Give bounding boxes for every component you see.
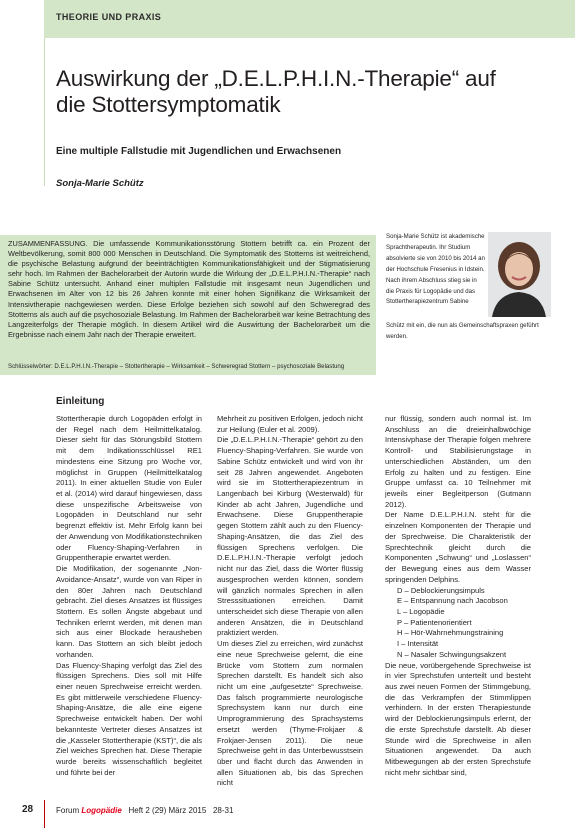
list-item: I – Intensität bbox=[397, 639, 439, 649]
author-portrait-icon bbox=[488, 232, 551, 317]
journal-name: Logopädie bbox=[81, 806, 122, 815]
list-item: E – Entspannung nach Jacobson bbox=[397, 596, 508, 606]
paragraph: Stottertherapie durch Logopäden erfolgt in der Regel nach dem Heilmittelkatalog. Dieser sieht für das Störungsbild Stottern mit dem Indikationsschlüssel RE1 mindestens eine Sitzung pro Woche vor, möglichst in Gruppen (Heilmittelkatalog 2011). In einer aktuellen Studie von Euler et al. (2014) wird darauf hingewiesen, dass diese unspezifische Arbeitsweise von Logopäden in Deutschland nur sehr begrenzt effektiv ist. Mehr Erfolg kann bei der Anwendung von Modifikationstechniken oder Fluency-Shaping-Verfahren in Gruppentherapie erwartet werden. bbox=[56, 414, 202, 563]
paragraph: Mehrheit zu positiven Erfolgen, jedoch nicht zur Heilung (Euler et al. 2009). bbox=[217, 414, 363, 434]
section-label: THEORIE UND PRAXIS bbox=[56, 12, 162, 22]
article-title: Auswirkung der „D.E.L.P.H.I.N.-Therapie“ auf die Stottersymptomatik bbox=[56, 66, 496, 117]
page-number: 28 bbox=[22, 804, 34, 815]
journal-issue: Heft 2 (29) März 2015 bbox=[128, 806, 207, 815]
paragraph: Um dieses Ziel zu erreichen, wird zunächst eine neue Sprechweise gelernt, die eine Brücke vom Stottern zum normalen Sprechen darstellt. Es handelt sich also nicht um eine „aufgesetzte“ Sprechweise. Das falsch programmierte neurologische Sprechsystem kann nur durch eine Umprogrammierung des Sprachsystems ersetzt werden (Thyme-Frokjaer & Frokjaer-Jensen 2011). Die neue Sprechweise geht in das Unterbewusstsein über und flacht durch das Anwenden in allen Situationen ab, bis das Sprechen nicht bbox=[217, 639, 363, 788]
list-item: N – Nasaler Schwingungsakzent bbox=[397, 649, 507, 659]
author-bio: Sonja-Marie Schütz ist akademische Sprachtherapeutin. Ihr Studium absolvierte sie von 2010 bis 2014 an der Hochschule Fresenius in Idstein. Nach ihrem Abschluss stieg sie in die Praxis für Logopädie und das Stottertherapiezentrum Sabine bbox=[386, 233, 485, 306]
section-heading: Einleitung bbox=[56, 396, 105, 407]
acronym-list bbox=[385, 586, 531, 661]
footer-rule bbox=[44, 800, 45, 828]
body-column-1 bbox=[56, 414, 202, 778]
paragraph: Die neue, vorübergehende Sprechweise ist in vier Sprechstufen unterteilt und besteht aus zwei neuen Formen der Stimmgebung, die das Verkrampfen der Stimmlippen verhindern. In der ersten Therapiestunde wird der Deblockierungsimpuls erlernt, der die erste Sprechstufe darstellt. Ab dieser Stunde wird die Sprechweise in allen Situationen angewendet. Da auch Mitbewegungen ab der ersten Sprechstufe nicht mehr sichtbar sind, bbox=[385, 660, 531, 777]
journal-footer bbox=[56, 806, 233, 815]
list-item: H – Hör-Wahrnehmungstraining bbox=[397, 628, 504, 638]
body-column-2 bbox=[217, 414, 363, 789]
abstract-text: ZUSAMMENFASSUNG. Die umfassende Kommunikationsstörung Stottern betrifft ca. ein Prozent der Weltbevölkerung, somit 800 000 Menschen in Deutschland. Die Symptomatik des Stotterns ist weitreichend, die psychische Belastung aufgrund der beeinträchtigten Kommunikationsfähigkeit und der Stigmatisierung sehr hoch. Im Rahmen der Bachelorarbeit der Autorin wurde die Wirkung der „D.E.L.P.H.I.N.-Therapie“ nach Sabine Schütz untersucht. Anhand einer multiplen Fallstudie mit insgesamt neun Jugendlichen und Erwachsenen im Alter von 12 bis 26 Jahren konnte mit einer hohen Signifikanz die Wirksamkeit der Intensivtherapie nachgewiesen werden. Diese Erfolge beziehen sich sowohl auf den Schweregrad des Stotterns als auch auf die psychosoziale Belastung. Im Rahmen der Bachelorarbeit war keine Betrachtung des Langzeiterfolgs der Therapie möglich. In diesem Artikel wird die Auswirtung der Bachelorarbeit um die Ergebnisse nach einem Jahr nach der Therapie erweitert. bbox=[8, 239, 370, 339]
article-author: Sonja-Marie Schütz bbox=[56, 178, 144, 189]
paragraph: Das Fluency-Shaping verfolgt das Ziel des flüssigen Sprechens. Dies soll mit Hilfe einer neuen Sprechweise erreicht werden. Es gibt mittlerweile verschiedene Fluency-Shaping-Ansätze, die alle eine eigene Sprechweise entwickelt haben. Der wohl bekannteste Vertreter dieses Ansatzes ist die „Kasseler Stottertherapie (KST)“, die als Ziel weiches Sprechen hat. Diese Therapie wurde bereits wissenschaftlich begleitet und führte bei der bbox=[56, 660, 202, 777]
list-item: P – Patientenorientiert bbox=[397, 617, 472, 627]
journal-pages: 28-31 bbox=[212, 806, 234, 815]
list-item: D – Deblockierungsimpuls bbox=[397, 585, 485, 595]
author-bio-tail: Schütz mit ein, die nun als Gemeinschaftspraxen geführt werden. bbox=[386, 322, 539, 340]
paragraph: nur flüssig, sondern auch normal ist. Im Anschluss an die dreieinhalbwöchige Intensivphase der Therapie folgen mehrere Kontroll- und Stabilisierungstage in unterschiedlichen Abständen, um den Erfolg zu halten und zu festigen. Eine Gruppe umfasst ca. 10 Teilnehmer mit jeweils einer Begleitperson (Gutmann 2012). bbox=[385, 414, 531, 509]
body-column-3 bbox=[385, 414, 531, 778]
journal-prefix: Forum bbox=[56, 806, 80, 815]
keywords: Schlüsselwörter: D.E.L.P.H.I.N.-Therapie – Stottertherapie – Wirksamkeit – Schweregrad Stottern – psychosoziale Belastung bbox=[8, 363, 345, 370]
left-rule bbox=[44, 38, 45, 186]
article-subtitle: Eine multiple Fallstudie mit Jugendlichen und Erwachsenen bbox=[56, 146, 342, 157]
paragraph: Die „D.E.L.P.H.I.N.-Therapie“ gehört zu den Fluency-Shaping-Verfahren. Sie wurde von Sabine Schütz entwickelt und wird von ihr seit 28 Jahren angewendet. Angeboten wird sie im Stottertherapiezentrum in Langenbach bei Kirburg (Westerwald) für Kinder ab acht Jahren, Jugendliche und Erwachsene. Diese Gruppentherapie gegen Stottern zählt auch zu den Fluency-Shaping-Ansätzen, die das Ziel des flüssigen Sprechens verfolgen. Die D.E.L.P.H.I.N.-Therapie verfolgt jedoch nicht nur das Ziel, dass die Wörter flüssig ausgesprochen werden können, sondern will gänzlich normales Sprechen in allen Stresssituationen erreichen. Damit unterscheidet sich diese Therapie von allen anderen Ansätzen, die in Deutschland praktiziert werden. bbox=[217, 435, 363, 638]
list-item: L – Logopädie bbox=[397, 606, 445, 616]
paragraph: Der Name D.E.L.P.H.I.N. steht für die einzelnen Komponenten der Therapie und der Sprechweise. Die Charakteristik der Sprechtechnik gleicht durch die Komponenten „Schwung“ und „Loslassen“ der Bewegung eines aus dem Wasser springenden Delphins. bbox=[385, 510, 531, 584]
paragraph: Die Modifikation, der sogenannte „Non-Avoidance-Ansatz“, wurde von van Riper in den 80er Jahren nach Deutschland gebracht. Ziel dieses Ansatzes ist flüssiges Stottern. Es sollen Ängste abgebaut und Techniken erlernt werden, mit denen man sich aus einer Blockade herausheben kann. Das Stottern an sich bleibt jedoch vorhanden. bbox=[56, 564, 202, 659]
